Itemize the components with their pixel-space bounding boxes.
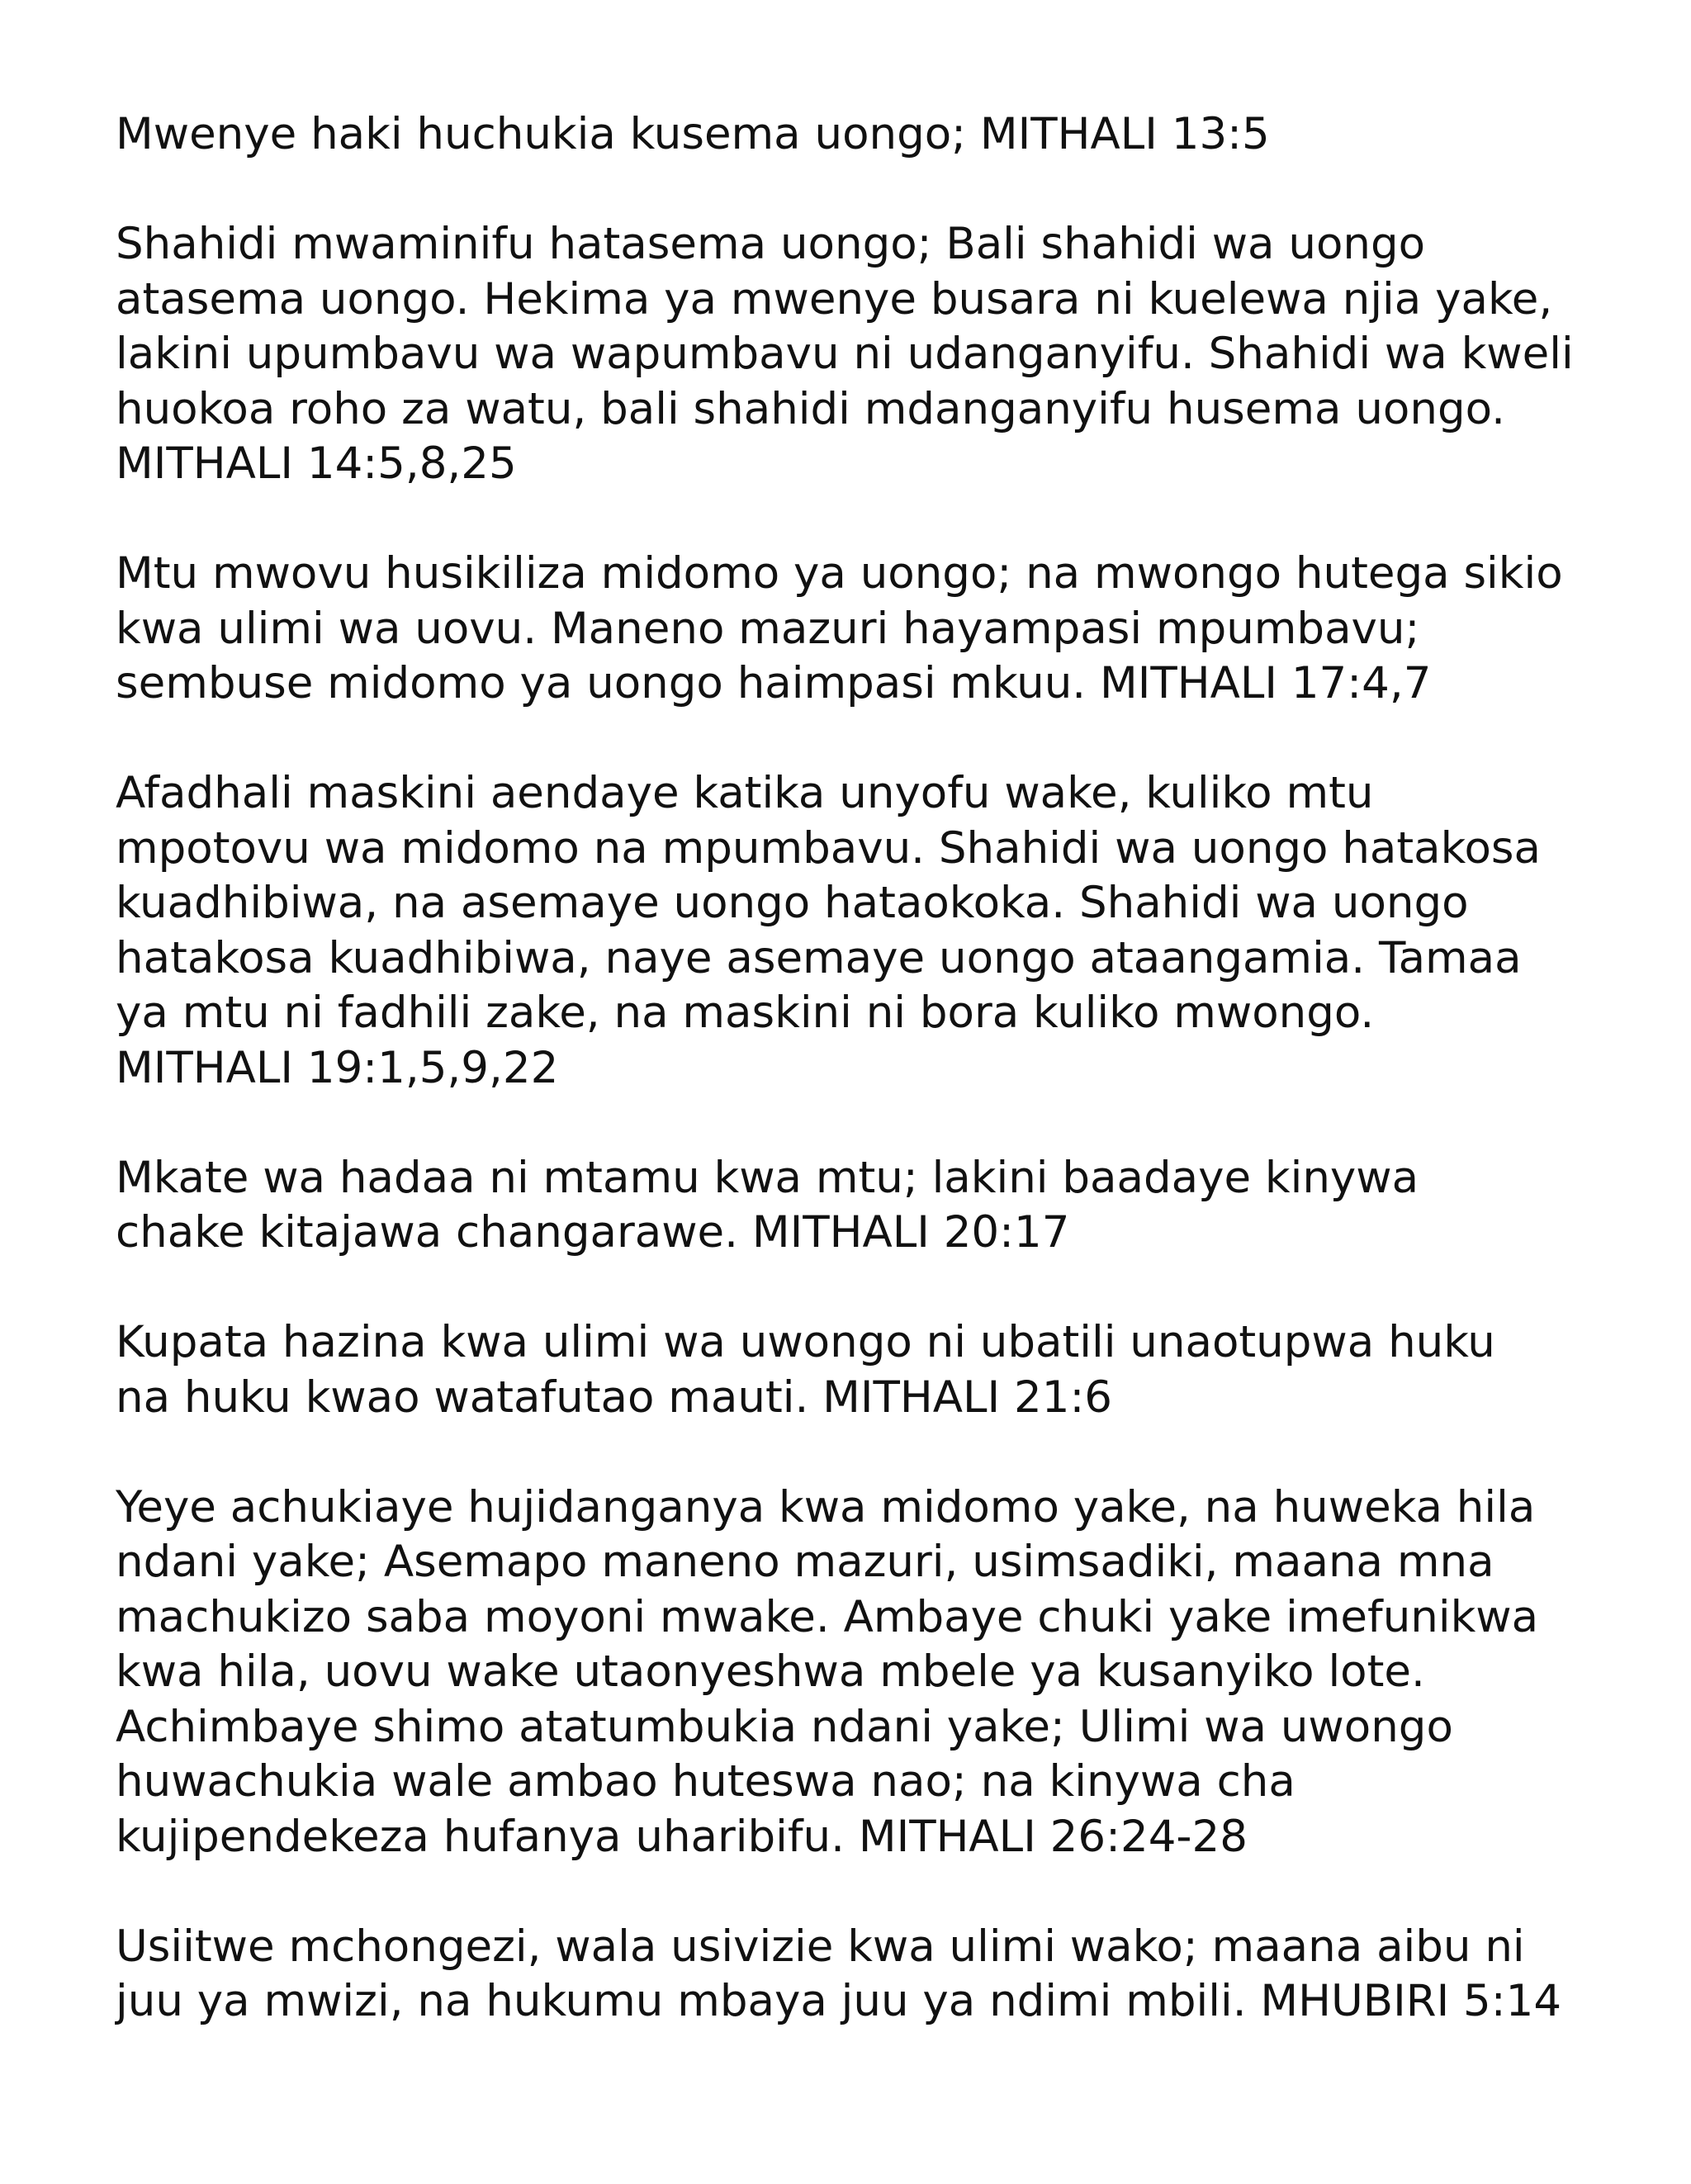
text-line: mpotovu wa midomo na mpumbavu. Shahidi wa uongo hatakosa xyxy=(116,822,1541,874)
text-line: kwa ulimi wa uovu. Maneno mazuri hayampasi mpumbavu; xyxy=(116,603,1420,654)
text-line: na huku kwao watafutao mauti. MITHALI 21:6 xyxy=(116,1372,1113,1423)
text-line: hatakosa kuadhibiwa, naye asemaye uongo ataangamia. Tamaa xyxy=(116,932,1522,983)
text-line: Afadhali maskini aendaye katika unyofu wake, kuliko mtu xyxy=(116,768,1374,818)
text-line: ndani yake; Asemapo maneno mazuri, usimsadiki, maana mna xyxy=(116,1537,1494,1587)
text-line: MITHALI 14:5,8,25 xyxy=(116,438,517,489)
text-line: atasema uongo. Hekima ya mwenye busara ni kuelewa njia yake, xyxy=(116,273,1553,325)
text-line: kujipendekeza hufanya uharibifu. MITHALI 26:24-28 xyxy=(116,1811,1248,1862)
text-line: kuadhibiwa, na asemaye uongo hataokoka. Shahidi wa uongo xyxy=(116,878,1469,928)
text-line: huwachukia wale ambao huteswa nao; na kinywa cha xyxy=(116,1756,1295,1807)
text-line: juu ya mwizi, na hukumu mbaya juu ya ndimi mbili. MHUBIRI 5:14 xyxy=(116,1976,1562,2026)
paragraph-mhubiri-5-14 xyxy=(116,1920,1594,2030)
text-line: ya mtu ni fadhili zake, na maskini ni bora kuliko mwongo. xyxy=(116,988,1375,1038)
text-line: machukizo saba moyoni mwake. Ambaye chuki yake imefunikwa xyxy=(116,1591,1539,1642)
text-line: Achimbaye shimo atatumbukia ndani yake; Ulimi wa uwongo xyxy=(116,1701,1453,1752)
text-line: lakini upumbavu wa wapumbavu ni udanganyifu. Shahidi wa kweli xyxy=(116,329,1574,379)
paragraph-mithali-19 xyxy=(116,766,1594,1096)
paragraph-mithali-21 xyxy=(116,1315,1594,1425)
paragraph-gap xyxy=(116,1864,1594,1920)
text-line: sembuse midomo ya uongo haimpasi mkuu. MITHALI 17:4,7 xyxy=(116,658,1432,708)
text-line: Kupata hazina kwa ulimi wa uwongo ni ubatili unaotupwa huku xyxy=(116,1317,1495,1367)
text-line: Shahidi mwaminifu hatasema uongo; Bali shahidi wa uongo xyxy=(116,219,1426,269)
paragraph-mithali-20 xyxy=(116,1151,1594,1261)
text-line: chake kitajawa changarawe. MITHALI 20:17 xyxy=(116,1207,1070,1258)
text-line: Usiitwe mchongezi, wala usivizie kwa ulimi wako; maana aibu ni xyxy=(116,1921,1525,1972)
text-line: Mkate wa hadaa ni mtamu kwa mtu; lakini baadaye kinywa xyxy=(116,1152,1419,1203)
paragraph-gap xyxy=(116,492,1594,547)
text-line: huokoa roho za watu, bali shahidi mdanganyifu husema uongo. xyxy=(116,383,1505,434)
paragraph-mithali-13-5 xyxy=(116,107,1594,163)
text-line: MITHALI 19:1,5,9,22 xyxy=(116,1042,559,1093)
text-line: Yeye achukiaye hujidanganya kwa midomo yake, na huweka hila xyxy=(116,1481,1536,1533)
paragraph-gap xyxy=(116,1261,1594,1316)
document-body xyxy=(116,107,1594,2030)
text-line: Mtu mwovu husikiliza midomo ya uongo; na mwongo hutega sikio xyxy=(116,548,1563,599)
text-line: Mwenye haki huchukia kusema uongo; MITHALI 13:5 xyxy=(116,109,1270,159)
paragraph-mithali-26 xyxy=(116,1480,1594,1865)
paragraph-gap xyxy=(116,712,1594,767)
paragraph-gap xyxy=(116,1096,1594,1151)
text-line: kwa hila, uovu wake utaonyeshwa mbele ya kusanyiko lote. xyxy=(116,1646,1425,1697)
paragraph-gap xyxy=(116,1425,1594,1480)
paragraph-mithali-17 xyxy=(116,547,1594,712)
paragraph-gap xyxy=(116,163,1594,218)
paragraph-mithali-14 xyxy=(116,217,1594,492)
